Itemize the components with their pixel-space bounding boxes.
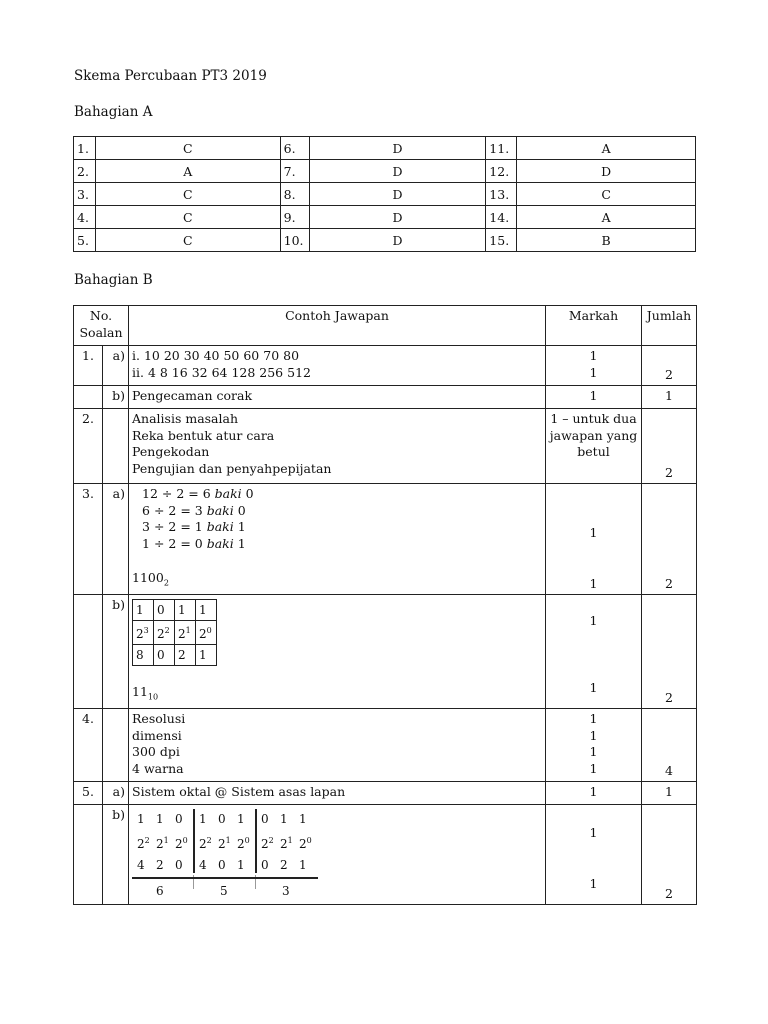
q3b-mark2: 1 xyxy=(589,679,598,695)
section-a-heading: Bahagian A xyxy=(74,104,153,120)
answer-letter: A xyxy=(95,160,280,183)
octal-power: $2^0$ xyxy=(237,836,250,851)
grid-value: 1 xyxy=(196,645,217,666)
octal-digit: 5 xyxy=(220,884,228,898)
q1a-line1: i. 10 20 30 40 50 60 70 80 xyxy=(132,348,300,363)
q1a-label: a) xyxy=(103,346,129,386)
octal-power: $2^0$ xyxy=(175,836,188,851)
answer-letter: D xyxy=(309,206,486,229)
octal-bit: 1 xyxy=(237,812,245,826)
octal-value: 2 xyxy=(156,858,164,872)
q5a-answer: Sistem oktal @ Sistem asas lapan xyxy=(129,782,546,805)
grid-value: 8 xyxy=(133,645,154,666)
q3b-answer xyxy=(129,595,546,709)
octal-value: 4 xyxy=(137,858,145,872)
grid-bit: 1 xyxy=(175,600,196,621)
q4-total: 4 xyxy=(642,709,697,782)
grid-value: 2 xyxy=(175,645,196,666)
question-number: 13. xyxy=(486,183,517,206)
grid-power: $2^3$ xyxy=(133,621,154,645)
answer-letter: D xyxy=(309,137,486,160)
q4-marks xyxy=(546,709,642,782)
octal-power: $2^1$ xyxy=(156,836,169,851)
answer-letter: D xyxy=(309,183,486,206)
header-no: No. Soalan xyxy=(74,306,129,346)
q5-number: 5. xyxy=(74,782,103,805)
q4-mark: 1 xyxy=(589,711,598,726)
q3b-place-value-grid xyxy=(132,599,217,666)
q1a-mark1: 1 xyxy=(589,348,598,363)
q5b-number-empty xyxy=(74,805,103,905)
section-b-table xyxy=(73,305,697,905)
q4-line: dimensi xyxy=(132,727,182,743)
octal-value: 1 xyxy=(299,858,307,872)
octal-bit: 1 xyxy=(199,812,207,826)
q3a-mark1: 1 xyxy=(589,525,598,540)
section-a-row xyxy=(74,183,696,206)
sum-line xyxy=(132,877,318,879)
section-a-row xyxy=(74,229,696,252)
q5a-mark: 1 xyxy=(546,782,642,805)
q3b-result: $11_{10}$ xyxy=(132,684,159,702)
octal-bit: 0 xyxy=(175,812,183,826)
q1b-total: 1 xyxy=(642,386,697,409)
octal-digit: 6 xyxy=(156,884,164,898)
question-number: 9. xyxy=(280,206,309,229)
section-a-row xyxy=(74,206,696,229)
question-number: 10. xyxy=(280,229,309,252)
q3b-label: b) xyxy=(103,595,129,709)
q2-mark-line: jawapan yang xyxy=(549,427,638,443)
q4-mark: 1 xyxy=(589,727,598,743)
octal-value: 0 xyxy=(218,858,226,872)
q2-mark-line: 1 – untuk dua xyxy=(550,411,637,426)
question-number: 4. xyxy=(74,206,96,229)
answer-letter: B xyxy=(517,229,696,252)
header-marks: Markah xyxy=(546,306,642,346)
q4-mark: 1 xyxy=(589,744,598,759)
octal-power: $2^2$ xyxy=(199,836,212,851)
grid-value: 0 xyxy=(154,645,175,666)
q3-number: 3. xyxy=(74,484,103,595)
octal-bit: 0 xyxy=(261,812,269,826)
division-step: 1 ÷ 2 = 0 baki 1 xyxy=(142,535,246,551)
q3b-mark1: 1 xyxy=(589,613,598,628)
octal-bit: 1 xyxy=(156,812,164,826)
q5b-octal-conversion xyxy=(132,807,322,898)
q2-mark-line: betul xyxy=(577,444,610,459)
document-title: Skema Percubaan PT3 2019 xyxy=(74,68,267,84)
octal-value: 0 xyxy=(261,858,269,872)
section-b-heading: Bahagian B xyxy=(74,272,153,288)
q2-line: Pengujian dan penyahpepijatan xyxy=(132,460,332,476)
question-number: 3. xyxy=(74,183,96,206)
q1a-marks xyxy=(546,346,642,386)
question-number: 7. xyxy=(280,160,309,183)
grid-power: $2^0$ xyxy=(196,621,217,645)
octal-power: $2^1$ xyxy=(218,836,231,851)
octal-value: 0 xyxy=(175,858,183,872)
answer-letter: A xyxy=(517,137,696,160)
q5a-total: 1 xyxy=(642,782,697,805)
question-number: 15. xyxy=(486,229,517,252)
q3b-total: 2 xyxy=(642,595,697,709)
answer-letter: D xyxy=(517,160,696,183)
header-total: Jumlah xyxy=(642,306,697,346)
q5b-marks xyxy=(546,805,642,905)
q1b-mark: 1 xyxy=(546,386,642,409)
answer-letter: C xyxy=(95,206,280,229)
question-number: 1. xyxy=(74,137,96,160)
section-a-row xyxy=(74,160,696,183)
answer-letter: C xyxy=(95,229,280,252)
q3b-number-empty xyxy=(74,595,103,709)
q5b-mark2: 1 xyxy=(589,875,598,891)
division-step: 3 ÷ 2 = 1 baki 1 xyxy=(142,519,246,534)
q1b-label: b) xyxy=(103,386,129,409)
q3a-answer xyxy=(129,484,546,595)
section-a-row xyxy=(74,137,696,160)
q2-marks xyxy=(546,409,642,484)
q3a-label: a) xyxy=(103,484,129,595)
octal-power: $2^0$ xyxy=(299,836,312,851)
header-answer: Contoh Jawapan xyxy=(129,306,546,346)
q3a-result: $1100_2$ xyxy=(132,570,169,588)
q2-sub-empty xyxy=(103,409,129,484)
q5a-label: a) xyxy=(103,782,129,805)
q4-line: Resolusi xyxy=(132,711,186,726)
section-a-table xyxy=(73,136,696,252)
q3a-marks xyxy=(546,484,642,595)
octal-power: $2^2$ xyxy=(137,836,150,851)
q3a-mark2: 1 xyxy=(589,575,598,591)
octal-value: 4 xyxy=(199,858,207,872)
q4-sub-empty xyxy=(103,709,129,782)
q1-number: 1. xyxy=(74,346,103,386)
question-number: 14. xyxy=(486,206,517,229)
q1a-answer xyxy=(129,346,546,386)
question-number: 5. xyxy=(74,229,96,252)
octal-bit: 0 xyxy=(218,812,226,826)
q1a-line2: ii. 4 8 16 32 64 128 256 512 xyxy=(132,364,311,380)
q2-answer xyxy=(129,409,546,484)
q3b-marks xyxy=(546,595,642,709)
q2-line: Reka bentuk atur cara xyxy=(132,427,275,443)
q4-number: 4. xyxy=(74,709,103,782)
octal-bit: 1 xyxy=(280,812,288,826)
q1b-number-empty xyxy=(74,386,103,409)
grid-bit: 1 xyxy=(196,600,217,621)
question-number: 2. xyxy=(74,160,96,183)
answer-letter: C xyxy=(517,183,696,206)
octal-power: $2^1$ xyxy=(280,836,293,851)
grid-bit: 1 xyxy=(133,600,154,621)
q5b-total: 2 xyxy=(642,805,697,905)
q1b-answer: Pengecaman corak xyxy=(129,386,546,409)
division-step: 6 ÷ 2 = 3 baki 0 xyxy=(142,502,246,518)
q5b-mark1: 1 xyxy=(589,825,598,840)
q4-mark: 1 xyxy=(589,760,598,776)
q1a-mark2: 1 xyxy=(589,364,598,380)
q4-answer xyxy=(129,709,546,782)
octal-bit: 1 xyxy=(137,812,145,826)
q1a-total: 2 xyxy=(642,346,697,386)
octal-power: $2^2$ xyxy=(261,836,274,851)
answer-letter: C xyxy=(95,183,280,206)
octal-value: 1 xyxy=(237,858,245,872)
division-step: 12 ÷ 2 = 6 baki 0 xyxy=(142,486,254,501)
question-number: 6. xyxy=(280,137,309,160)
q2-total: 2 xyxy=(642,409,697,484)
q2-line: Analisis masalah xyxy=(132,411,239,426)
question-number: 8. xyxy=(280,183,309,206)
question-number: 11. xyxy=(486,137,517,160)
answer-letter: D xyxy=(309,229,486,252)
q3a-total: 2 xyxy=(642,484,697,595)
grid-power: $2^2$ xyxy=(154,621,175,645)
q4-line: 300 dpi xyxy=(132,744,180,759)
grid-power: $2^1$ xyxy=(175,621,196,645)
answer-letter: A xyxy=(517,206,696,229)
q5b-label: b) xyxy=(103,805,129,905)
q5b-answer xyxy=(129,805,546,905)
q2-line: Pengekodan xyxy=(132,444,210,459)
q2-number: 2. xyxy=(74,409,103,484)
q4-line: 4 warna xyxy=(132,760,184,776)
grid-bit: 0 xyxy=(154,600,175,621)
octal-value: 2 xyxy=(280,858,288,872)
octal-digit: 3 xyxy=(282,884,290,898)
group-divider xyxy=(255,809,257,873)
answer-letter: C xyxy=(95,137,280,160)
answer-letter: D xyxy=(309,160,486,183)
group-divider xyxy=(193,809,195,873)
question-number: 12. xyxy=(486,160,517,183)
q3a-division-steps xyxy=(132,486,542,552)
octal-bit: 1 xyxy=(299,812,307,826)
